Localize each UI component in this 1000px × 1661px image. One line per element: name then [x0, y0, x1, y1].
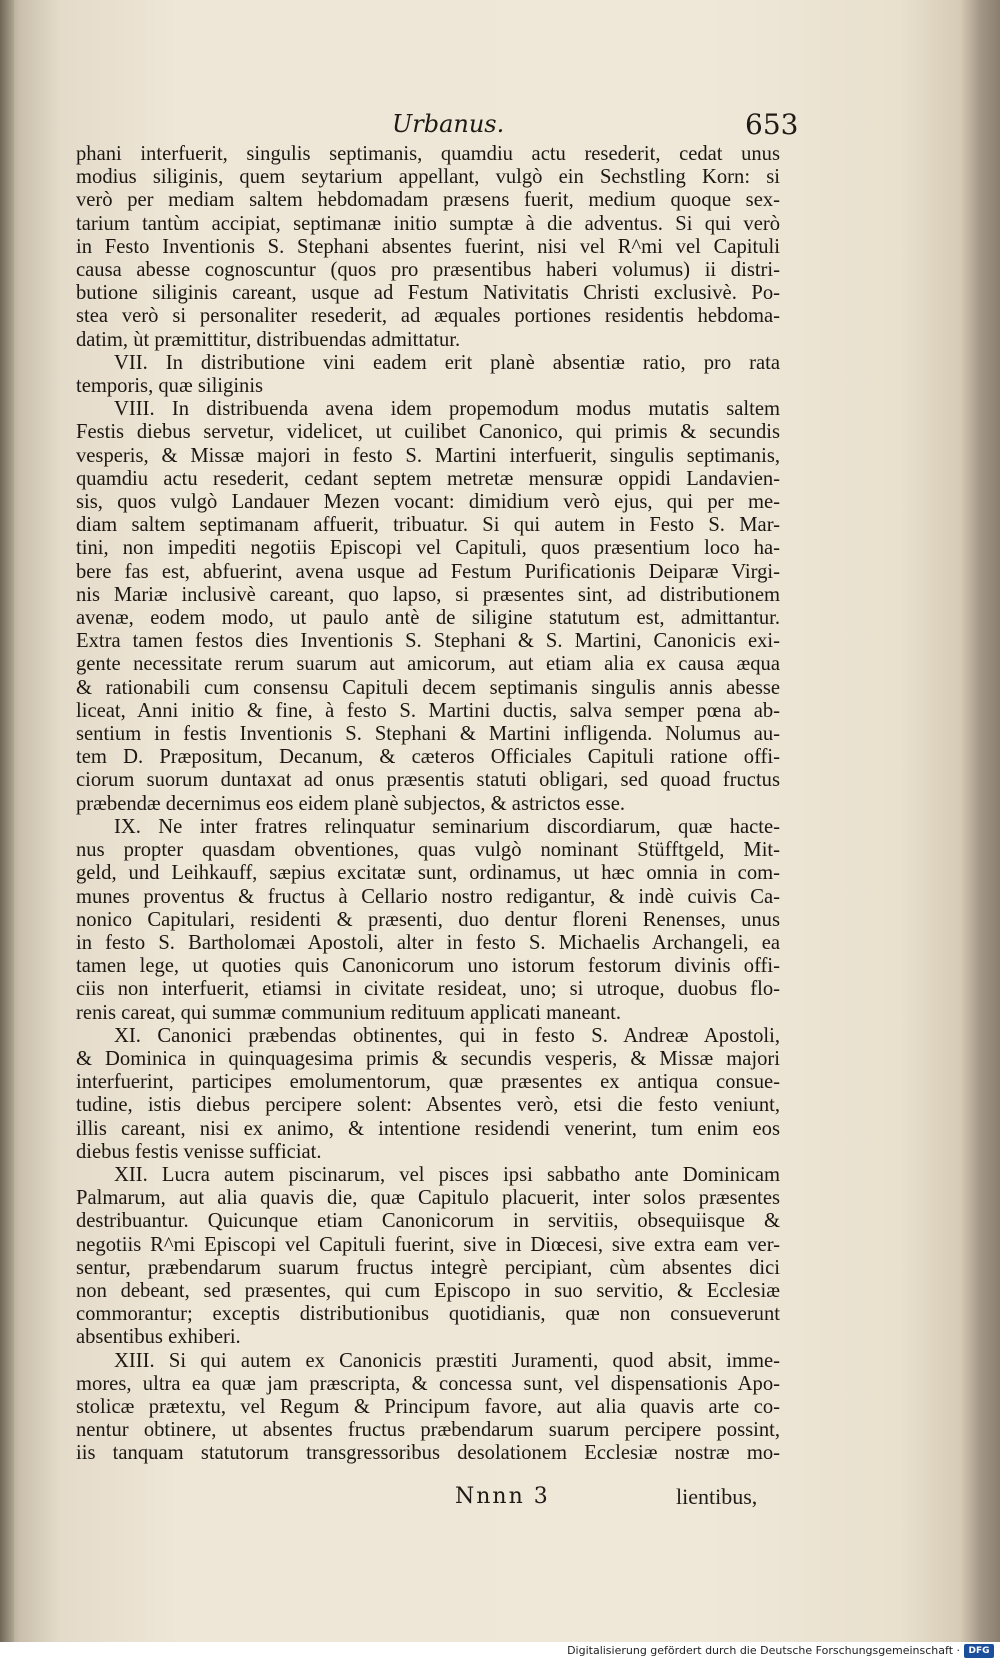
- text-line: illis careant, nisi ex animo, & intentione residendi venerint, tum enim eos: [76, 1117, 780, 1140]
- text-line: nonico Capitulari, residenti & præsenti, duo dentur floreni Renenses, unus: [76, 908, 780, 931]
- text-line: commorantur; exceptis distributionibus quotidianis, quæ non consueverunt: [76, 1303, 780, 1326]
- text-line: non debeant, sed præsentes, qui cum Episcopo in suo servitio, & Ecclesiæ: [76, 1279, 780, 1302]
- text-line: tem D. Præpositum, Decanum, & cæteros Officiales Capituli ratione offi-: [76, 746, 780, 769]
- text-line: tarium tantùm accipiat, septimanæ initio sumptæ à die adventus. Si qui verò: [76, 212, 780, 235]
- text-line: XI. Canonici præbendas obtinentes, qui in festo S. Andreæ Apostoli,: [114, 1024, 780, 1047]
- text-line: mores, ultra ea quæ jam præscripta, & concessa sunt, vel dispensationis Apo-: [76, 1372, 780, 1395]
- text-line: tini, non impediti negotiis Episcopi vel Capituli, quos præsentium loco ha-: [76, 537, 780, 560]
- text-line: IX. Ne inter fratres relinquatur seminarium discordiarum, quæ hacte-: [114, 815, 780, 838]
- text-line: in festo S. Bartholomæi Apostoli, alter in festo S. Michaelis Archangeli, ea: [76, 931, 780, 954]
- text-line: geld, und Leihkauff, sæpius excitatæ sunt, ordinamus, ut hæc omnia in com-: [76, 862, 780, 885]
- text-line: renis careat, qui summæ communium redituum applicati maneant.: [76, 1001, 622, 1024]
- text-line: VIII. In distribuenda avena idem propemodum modus mutatis saltem: [114, 398, 780, 421]
- text-line: & rationabili cum consensu Capituli decem septimanis singulis annis abesse: [76, 676, 780, 699]
- text-line: & Dominica in quinquagesima primis & secundis vesperis, & Missæ majori: [76, 1047, 780, 1070]
- text-line: munes proventus & fructus à Cellario nostro redigantur, & indè cuivis Ca-: [76, 885, 780, 908]
- page-number: 653: [745, 108, 799, 141]
- dfg-logo-icon: DFG: [964, 1644, 994, 1658]
- text-line: VII. In distributione vini eadem erit planè absentiæ ratio, pro rata: [114, 351, 780, 374]
- text-line: stolicæ prætextu, vel Regum & Principum favore, aut alia quavis arte co-: [76, 1395, 780, 1418]
- text-line: sentur, præbendarum suarum fructus integrè percipiant, cùm absentes dici: [76, 1256, 780, 1279]
- text-line: causa abesse cognoscuntur (quos pro præsentibus haberi volumus) ii distri-: [76, 259, 780, 282]
- text-line: absentibus exhiberi.: [76, 1326, 241, 1349]
- text-line: stea verò si personaliter resederit, ad æquales portiones residentis hebdoma-: [76, 305, 780, 328]
- text-line: Extra tamen festos dies Inventionis S. Stephani & S. Martini, Canonicis exi-: [76, 630, 780, 653]
- text-line: sentium in festis Inventionis S. Stephani & Martini infligenda. Nolumus au-: [76, 723, 780, 746]
- text-line: destribuantur. Quicunque etiam Canonicorum in servitiis, obsequiisque &: [76, 1210, 780, 1233]
- text-line: nus propter quasdam obventiones, quas vulgò nominant Stüfftgeld, Mit-: [76, 839, 780, 862]
- page-footer: [0, 1484, 1000, 1524]
- text-line: sis, quos vulgò Landauer Mezen vocant: dimidium verò ejus, qui per me-: [76, 491, 780, 514]
- body-text: [76, 143, 780, 1466]
- text-line: iis tanquam statutorum transgressoribus desolationem Ecclesiæ nostræ mo-: [76, 1442, 780, 1465]
- text-line: diebus festis venisse sufficiat.: [76, 1140, 322, 1163]
- text-line: ciis non interfuerit, etiamsi in civitate resideat, uno; si utroque, duobus flo-: [76, 978, 780, 1001]
- text-line: XIII. Si qui autem ex Canonicis præstiti Juramenti, quod absit, imme-: [114, 1349, 780, 1372]
- text-line: gente necessitate rerum suarum aut amicorum, aut etiam alia ex causa æqua: [76, 653, 780, 676]
- text-line: bere fas est, abfuerint, avena usque ad Festum Purificationis Deiparæ Virgi-: [76, 560, 780, 583]
- catchword: lientibus,: [676, 1484, 758, 1509]
- text-line: phani interfuerit, singulis septimanis, quamdiu actu resederit, cedat unus: [76, 143, 780, 165]
- text-line: verò per mediam saltem hebdomadam præsens fuerit, medium quoque sex-: [76, 189, 780, 212]
- text-line: XII. Lucra autem piscinarum, vel pisces ipsi sabbatho ante Dominicam: [114, 1163, 780, 1186]
- page-header: [0, 104, 1000, 144]
- text-line: liceat, Anni initio & fine, à festo S. Martini ductis, salva semper pœna ab-: [76, 699, 780, 722]
- book-spine-edge: [0, 0, 14, 1661]
- text-line: temporis, quæ siliginis: [76, 375, 264, 398]
- text-line: quamdiu actu resederit, cedant septem metretæ mensuræ oppidi Landavien-: [76, 467, 780, 490]
- text-line: vesperis, & Missæ majori in festo S. Martini interfuerit, singulis septimanis,: [76, 444, 780, 467]
- text-line: præbendæ decernimus eos eidem planè subjectos, & astrictos esse.: [76, 792, 626, 815]
- running-head: Urbanus.: [392, 110, 505, 138]
- text-line: datim, ùt præmittitur, distribuendas admittatur.: [76, 328, 461, 351]
- text-line: tamen lege, ut quoties quis Canonicorum uno istorum festorum divinis offi-: [76, 955, 780, 978]
- text-line: Festis diebus servetur, videlicet, ut cuilibet Canonico, qui primis & secundis: [76, 421, 780, 444]
- text-line: nentur obtinere, ut absentes fructus præbendarum suarum percipere possint,: [76, 1419, 780, 1442]
- credit-text: Digitalisierung gefördert durch die Deutsche Forschungsgemeinschaft ·: [567, 1644, 960, 1657]
- text-line: Palmarum, aut alia quavis die, quæ Capitulo placuerit, inter solos præsentes: [76, 1187, 780, 1210]
- text-line: diam saltem septimanam affuerit, tribuatur. Si qui autem in Festo S. Mar-: [76, 514, 780, 537]
- text-line: nis Mariæ inclusivè careant, quo lapso, si præsentes sint, ad distributionem: [76, 583, 780, 606]
- text-line: avenæ, eodem modo, ut paulo antè de siligine statutum est, admittantur.: [76, 607, 780, 630]
- text-line: butione siliginis careant, usque ad Festum Nativitatis Christi exclusivè. Po-: [76, 282, 780, 305]
- text-line: negotiis R^mi Episcopi vel Capituli fuerint, sive in Diœcesi, sive extra eam ver-: [76, 1233, 780, 1256]
- text-line: in Festo Inventionis S. Stephani absentes fuerint, nisi vel R^mi vel Capituli: [76, 235, 780, 258]
- text-line: modius siliginis, quem seytarium appellant, vulgò ein Sechstling Korn: si: [76, 166, 780, 189]
- text-line: tudine, istis diebus percipere solent: Absentes verò, etsi die festo veniunt,: [76, 1094, 780, 1117]
- text-line: interfuerint, participes emolumentorum, quæ præsentes ex antiqua consue-: [76, 1071, 780, 1094]
- digitization-credit-bar: [0, 1642, 1000, 1661]
- signature-mark: Nnnn 3: [455, 1484, 550, 1509]
- text-line: ciorum suorum duntaxat ad onus præsentis statuti obligari, sed quoad fructus: [76, 769, 780, 792]
